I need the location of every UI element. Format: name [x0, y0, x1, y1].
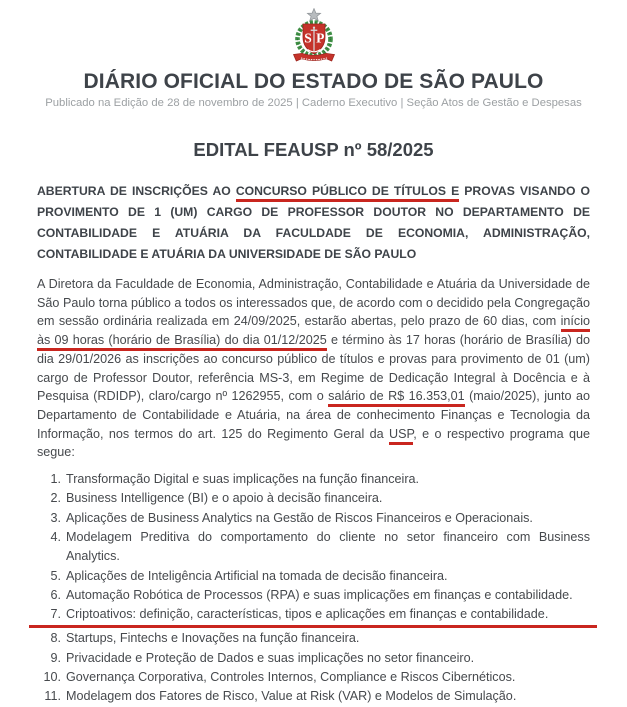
intro-paragraph [37, 181, 590, 265]
item-number: 1. [50, 472, 61, 487]
body-text-cont2: (maio/2025), junto ao Departamento de Contabilidade e Atuária, na área de conhecimento Finanças e Tecnologia da Informação, nos termos do art. 125 do Regimento Geral da [37, 389, 590, 441]
item-text: Privacidade e Proteção de Dados e suas implicações no setor financeiro. [66, 650, 475, 665]
program-item-10 [37, 668, 590, 687]
gazette-edition-line: Publicado na Edição de 28 de novembro de 2025 | Caderno Executivo | Seção Atos de Gestão e Despesas [45, 97, 582, 109]
edital-title: EDITAL FEAUSP nº 58/2025 [193, 139, 434, 160]
logo-wrap [37, 8, 590, 64]
item-number: 2. [50, 491, 61, 506]
program-list [37, 470, 590, 707]
svg-text:P: P [315, 30, 324, 46]
program-item-3 [37, 509, 590, 528]
program-item-7-underlined [29, 605, 597, 628]
program-item-11 [37, 687, 590, 706]
item-number: 11. [44, 689, 61, 704]
item-number: 7. [50, 607, 61, 622]
underline-concurso-publico: CONCURSO PÚBLICO DE TÍTULOS E [236, 184, 459, 202]
item-text: Transformação Digital e suas implicações na função financeira. [66, 472, 420, 487]
item-number: 4. [50, 529, 61, 544]
item-text: Modelagem Preditiva do comportamento do cliente no setor financeiro com Business Analytics. [66, 529, 590, 564]
program-item-2 [37, 489, 590, 508]
item-number: 10. [43, 670, 61, 684]
program-item-5 [37, 567, 590, 586]
intro-text-cont: PROVAS VISANDO O PROVIMENTO DE 1 (UM) CARGO DE PROFESSOR DOUTOR NO DEPARTAMENTO DE CONTABILIDADE E ATUÁRIA DA FACULDADE DE ECONOMIA, ADMINISTRAÇÃO, CONTABILIDADE E ATUÁRIA DA UNIVERSIDADE DE SÃO PAULO [37, 184, 590, 261]
program-item-8 [37, 629, 590, 648]
program-item-4 [37, 528, 590, 567]
item-text: Governança Corporativa, Controles Internos, Compliance e Riscos Cibernéticos. [66, 670, 516, 684]
program-item-6 [37, 586, 590, 605]
intro-text: ABERTURA DE INSCRIÇÕES AO [37, 184, 236, 198]
gazette-title: DIÁRIO OFICIAL DO ESTADO DE SÃO PAULO [83, 70, 544, 93]
item-text: Modelagem dos Fatores de Risco, Value at Risk (VAR) e Modelos de Simulação. [66, 689, 517, 704]
body-text-cont: e término às 17 horas (horário de Brasília) do dia 29/01/2026 as inscrições ao concurso público de títulos e provas para provimento de 01 (um) cargo de Professor Doutor, referência MS-3, em Regime de Dedicação Integral à Docência e à Pesquisa (RDIDP), claro/cargo nº 1262955, com o [37, 333, 590, 404]
item-number: 5. [50, 568, 61, 583]
body-paragraph [37, 275, 590, 462]
item-text: Criptoativos: definição, características, tipos e aplicações em finanças e contabilidade. [66, 607, 549, 622]
item-number: 3. [50, 510, 61, 525]
item-number: 8. [50, 631, 61, 646]
item-text: Startups, Fintechs e Inovações na função financeira. [66, 631, 360, 646]
body-text: A Diretora da Faculdade de Economia, Administração, Contabilidade e Atuária da Universidade de São Paulo torna público a todos os interessados que, de acordo com o decidido pela Congregação em sessão ordinária realizada em 24/09/2025, estarão abertas, pelo prazo de 60 dias, com [37, 277, 590, 329]
item-text: Aplicações de Inteligência Artificial na tomada de decisão financeira. [66, 568, 448, 583]
item-number: 9. [50, 650, 61, 665]
sao-paulo-coat-of-arms-icon [282, 8, 346, 64]
item-number: 6. [50, 587, 61, 602]
masthead [37, 8, 590, 109]
program-item-1 [37, 470, 590, 489]
program-item-9 [37, 649, 590, 668]
item-text: Automação Robótica de Processos (RPA) e suas implicações em finanças e contabilidade. [66, 587, 573, 602]
item-text: Aplicações de Business Analytics na Gestão de Riscos Financeiros e Operacionais. [66, 510, 533, 525]
svg-text:S: S [303, 30, 312, 46]
underline-salario: salário de R$ 16.353,01 [328, 389, 465, 407]
underline-usp: USP [389, 427, 413, 445]
item-text: Business Intelligence (BI) e o apoio à decisão financeira. [66, 491, 383, 506]
underline-inicio-inscricoes: início às 09 horas (horário de Brasília) do dia 01/12/2025 [37, 314, 590, 351]
body-text-end: , e o respectivo programa que segue: [37, 426, 591, 460]
